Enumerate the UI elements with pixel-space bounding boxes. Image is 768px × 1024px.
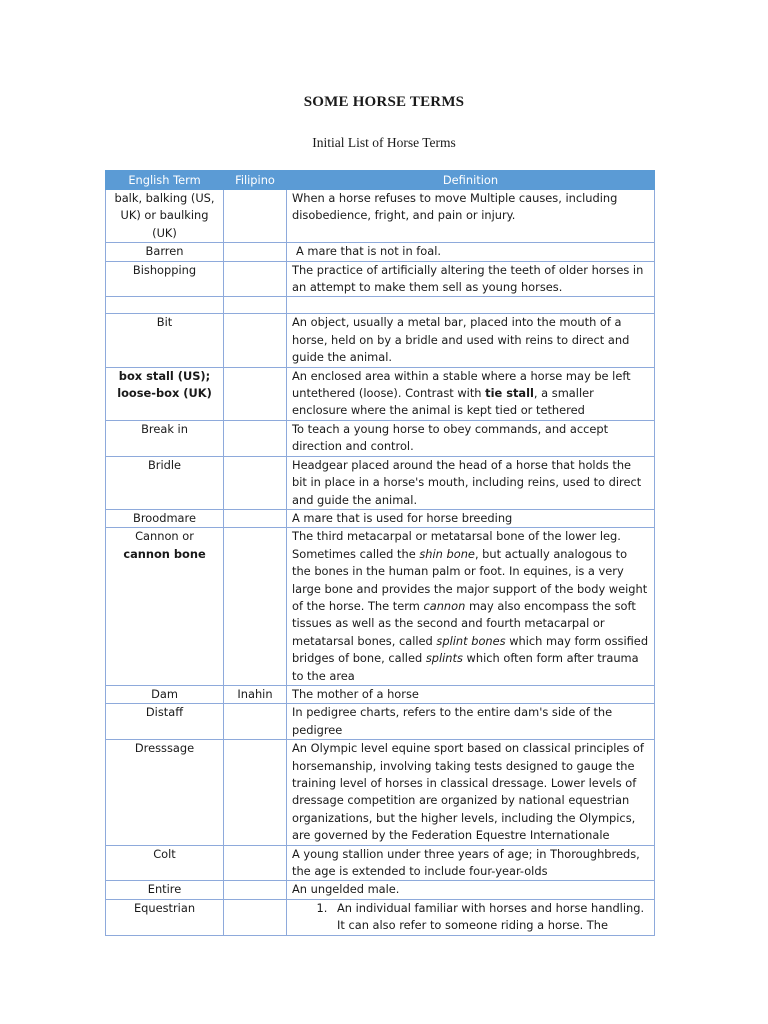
term-bold-part: box stall (US); [118, 368, 211, 383]
definition-numbered-list [287, 900, 649, 935]
table-row [106, 261, 655, 297]
definition-cell: A mare that is not in foal. [287, 243, 655, 261]
term-cell: Bishopping [106, 261, 224, 297]
term-cell: Bridle [106, 456, 224, 509]
table-row [106, 314, 655, 367]
term-cell: Distaff [106, 704, 224, 740]
definition-cell: Headgear placed around the head of a horse that holds the bit in place in a horse's mouth, including reins, used to direct and guide the animal. [287, 456, 655, 509]
table-row [106, 420, 655, 456]
table-row [106, 243, 655, 261]
filipino-cell [224, 456, 287, 509]
term-part: Cannon or [135, 529, 194, 544]
definition-text: An enclosed area within a stable where a horse may be left untethered (loose). Contrast with [292, 368, 631, 401]
term-cell: Colt [106, 845, 224, 881]
filipino-cell [224, 190, 287, 243]
term-cell: Broodmare [106, 509, 224, 527]
list-item: 1. An individual familiar with horses and horse handling. It can also refer to someone riding a horse. The [331, 900, 649, 935]
definition-cell [287, 367, 655, 420]
term-bold-part: cannon bone [123, 546, 206, 561]
page-subtitle: Initial List of Horse Terms [312, 135, 456, 150]
filipino-cell [224, 881, 287, 899]
table-row [106, 899, 655, 935]
empty-row [106, 297, 655, 314]
filipino-cell [224, 740, 287, 845]
definition-italic-term: shin bone [419, 546, 475, 561]
definition-text: which may form ossified bridges of bone, called [292, 633, 649, 666]
term-cell [106, 297, 224, 314]
definition-cell: The practice of artificially altering the teeth of older horses in an attempt to make them sell as young horses. [287, 261, 655, 297]
term-bold-part: loose-box (UK) [117, 386, 212, 401]
definition-cell [287, 899, 655, 935]
term-cell: Bit [106, 314, 224, 367]
page-title: SOME HORSE TERMS [303, 94, 465, 110]
filipino-cell [224, 314, 287, 367]
table-row [106, 845, 655, 881]
table-row [106, 685, 655, 703]
definition-cell: The mother of a horse [287, 685, 655, 703]
definition-cell [287, 528, 655, 686]
definition-cell: An ungelded male. [287, 881, 655, 899]
filipino-cell [224, 367, 287, 420]
definition-cell: A young stallion under three years of age; in Thoroughbreds, the age is extended to include four-year-olds [287, 845, 655, 881]
definition-cell: A mare that is used for horse breeding [287, 509, 655, 527]
header-definition: Definition [287, 171, 655, 190]
filipino-cell [224, 509, 287, 527]
term-cell: Dresssage [106, 740, 224, 845]
definition-text: The third metacarpal or metatarsal bone of the lower leg. Sometimes called the [292, 529, 621, 561]
definition-italic-term: splints [425, 651, 463, 666]
filipino-cell [224, 243, 287, 261]
filipino-cell [224, 420, 287, 456]
term-cell: Entire [106, 881, 224, 899]
table-row [106, 456, 655, 509]
term-cell: Barren [106, 243, 224, 261]
definition-text: may also encompass the soft tissues as well as the second and fourth metacarpal or metatarsal bones, called [292, 598, 636, 648]
definition-cell: An Olympic level equine sport based on classical principles of horsemanship, involving taking tests designed to gauge the training level of horses in classical dressage. Lower levels of dressage competition are organized by national equestrian organizations, but the higher levels, including the Olympics, are governed by the Federation Equestre Internationale [287, 740, 655, 845]
table-row [106, 528, 655, 686]
table-header [106, 171, 655, 190]
header-filipino: Filipino [224, 171, 287, 190]
filipino-cell [224, 297, 287, 314]
definition-text: which often form after trauma to the area [292, 651, 639, 683]
term-cell: Dam [106, 685, 224, 703]
header-row [106, 171, 655, 190]
table-row [106, 509, 655, 527]
definition-italic-term: cannon [423, 598, 466, 613]
definition-cell: In pedigree charts, refers to the entire dam's side of the pedigree [287, 704, 655, 740]
table-row [106, 740, 655, 845]
term-cell [106, 528, 224, 686]
header-english-term: English Term [106, 171, 224, 190]
definition-text: , but actually analogous to the bones in the human palm or foot. In equines, is a very large bone and provides the major support of the body weight of the horse. The term [292, 546, 648, 613]
term-cell [106, 367, 224, 420]
definition-cell: An object, usually a metal bar, placed into the mouth of a horse, held on by a bridle and used with reins to direct and guide the animal. [287, 314, 655, 367]
definition-italic-term: splint bones [436, 633, 506, 648]
definition-cell: When a horse refuses to move Multiple causes, including disobedience, fright, and pain or injury. [287, 190, 655, 243]
filipino-cell [224, 899, 287, 935]
filipino-cell [224, 528, 287, 686]
horse-terms-table [105, 170, 655, 936]
filipino-cell: Inahin [224, 685, 287, 703]
filipino-cell [224, 845, 287, 881]
definition-text: , a smaller enclosure where the animal is kept tied or tethered [292, 386, 594, 418]
definition-cell: To teach a young horse to obey commands, and accept direction and control. [287, 420, 655, 456]
table-row [106, 704, 655, 740]
table-row [106, 190, 655, 243]
term-cell: balk, balking (US, UK) or baulking (UK) [106, 190, 224, 243]
term-cell: Equestrian [106, 899, 224, 935]
term-cell: Break in [106, 420, 224, 456]
definition-bold-term: tie stall [485, 386, 534, 401]
filipino-cell [224, 704, 287, 740]
table-row [106, 881, 655, 899]
filipino-cell [224, 261, 287, 297]
table-row [106, 367, 655, 420]
definition-cell [287, 297, 655, 314]
